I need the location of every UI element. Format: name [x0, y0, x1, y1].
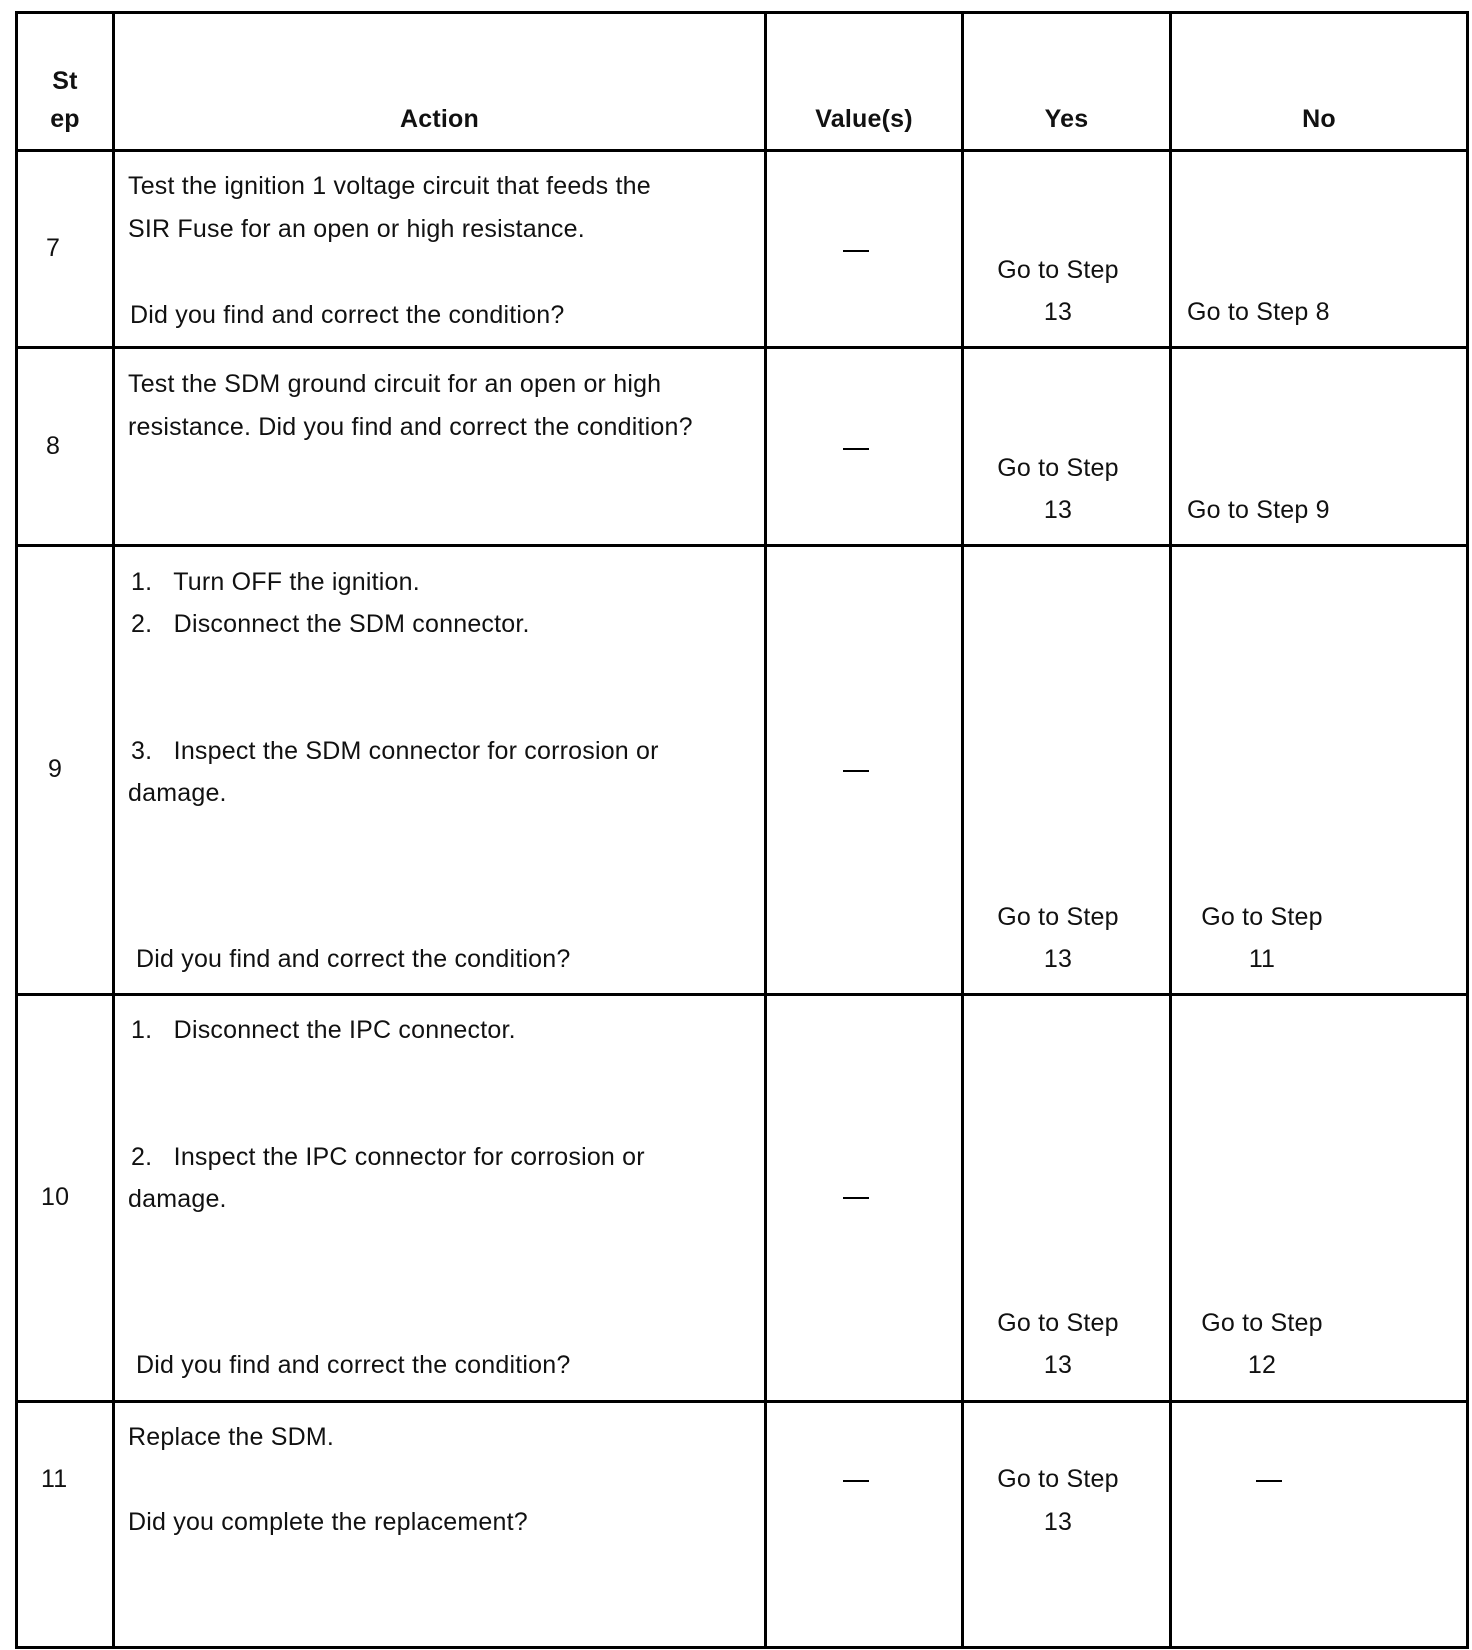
header-yes: Yes [1044, 105, 1089, 133]
action-line: Test the ignition 1 voltage circuit that feeds the [128, 172, 651, 200]
action-line: damage. [128, 1185, 227, 1213]
row-step-number: 10 [41, 1183, 70, 1211]
row-step-number: 7 [46, 234, 61, 262]
action-line: Test the SDM ground circuit for an open or high [128, 370, 662, 398]
value-dash [843, 250, 869, 252]
yes-step-number: 13 [1043, 1351, 1073, 1379]
no-go-to-step: Go to Step [1201, 1309, 1323, 1337]
action-line: 2. Inspect the IPC connector for corrosion or [131, 1143, 645, 1171]
yes-step-number: 13 [1043, 945, 1073, 973]
action-line: resistance. Did you find and correct the condition? [128, 413, 693, 441]
row-divider-7-8 [15, 346, 1469, 349]
column-divider-step-action [112, 12, 115, 1649]
action-line: 1. Disconnect the IPC connector. [131, 1016, 516, 1044]
action-line: 1. Turn OFF the ignition. [131, 568, 420, 596]
no-go-to-step: Go to Step [1201, 903, 1323, 931]
table-border-bottom [15, 1646, 1469, 1649]
action-line: 2. Disconnect the SDM connector. [131, 610, 530, 638]
row-divider-9-10 [15, 993, 1469, 996]
action-line: 3. Inspect the SDM connector for corrosion or [131, 737, 659, 765]
action-line: Did you find and correct the condition? [136, 1351, 571, 1379]
table-border-left [15, 12, 18, 1649]
row-divider-8-9 [15, 544, 1469, 547]
action-line: Did you find and correct the condition? [130, 301, 565, 329]
yes-go-to-step: Go to Step [997, 256, 1119, 284]
header-no: No [1302, 105, 1336, 133]
row-step-number: 9 [48, 755, 63, 783]
value-dash [843, 770, 869, 772]
action-line: Did you find and correct the condition? [136, 945, 571, 973]
no-step-number: 11 [1248, 945, 1276, 973]
row-step-number: 11 [41, 1465, 68, 1493]
action-line: damage. [128, 779, 227, 807]
no-dash [1256, 1480, 1282, 1482]
value-dash [843, 1480, 869, 1482]
header-step-line1: St [52, 67, 78, 95]
value-dash [843, 1197, 869, 1199]
no-go-to-step: Go to Step 8 [1187, 298, 1330, 326]
header-divider [15, 149, 1469, 152]
row-divider-10-11 [15, 1400, 1469, 1403]
no-go-to-step: Go to Step 9 [1187, 496, 1330, 524]
yes-go-to-step: Go to Step [997, 903, 1119, 931]
yes-step-number: 13 [1043, 298, 1073, 326]
row-step-number: 8 [46, 432, 61, 460]
header-action: Action [400, 105, 479, 133]
yes-go-to-step: Go to Step [997, 1465, 1119, 1493]
header-step-line2: ep [50, 105, 80, 133]
column-divider-yes-no [1169, 12, 1172, 1649]
table-border-right [1466, 12, 1469, 1649]
action-line: Replace the SDM. [128, 1423, 335, 1451]
yes-go-to-step: Go to Step [997, 1309, 1119, 1337]
header-values: Value(s) [815, 105, 913, 133]
action-line: SIR Fuse for an open or high resistance. [128, 215, 585, 243]
yes-go-to-step: Go to Step [997, 454, 1119, 482]
column-divider-action-values [764, 12, 767, 1649]
table-border-top [15, 11, 1469, 14]
no-step-number: 12 [1247, 1351, 1277, 1379]
action-line: Did you complete the replacement? [128, 1508, 528, 1536]
value-dash [843, 448, 869, 450]
yes-step-number: 13 [1043, 496, 1073, 524]
yes-step-number: 13 [1043, 1508, 1073, 1536]
